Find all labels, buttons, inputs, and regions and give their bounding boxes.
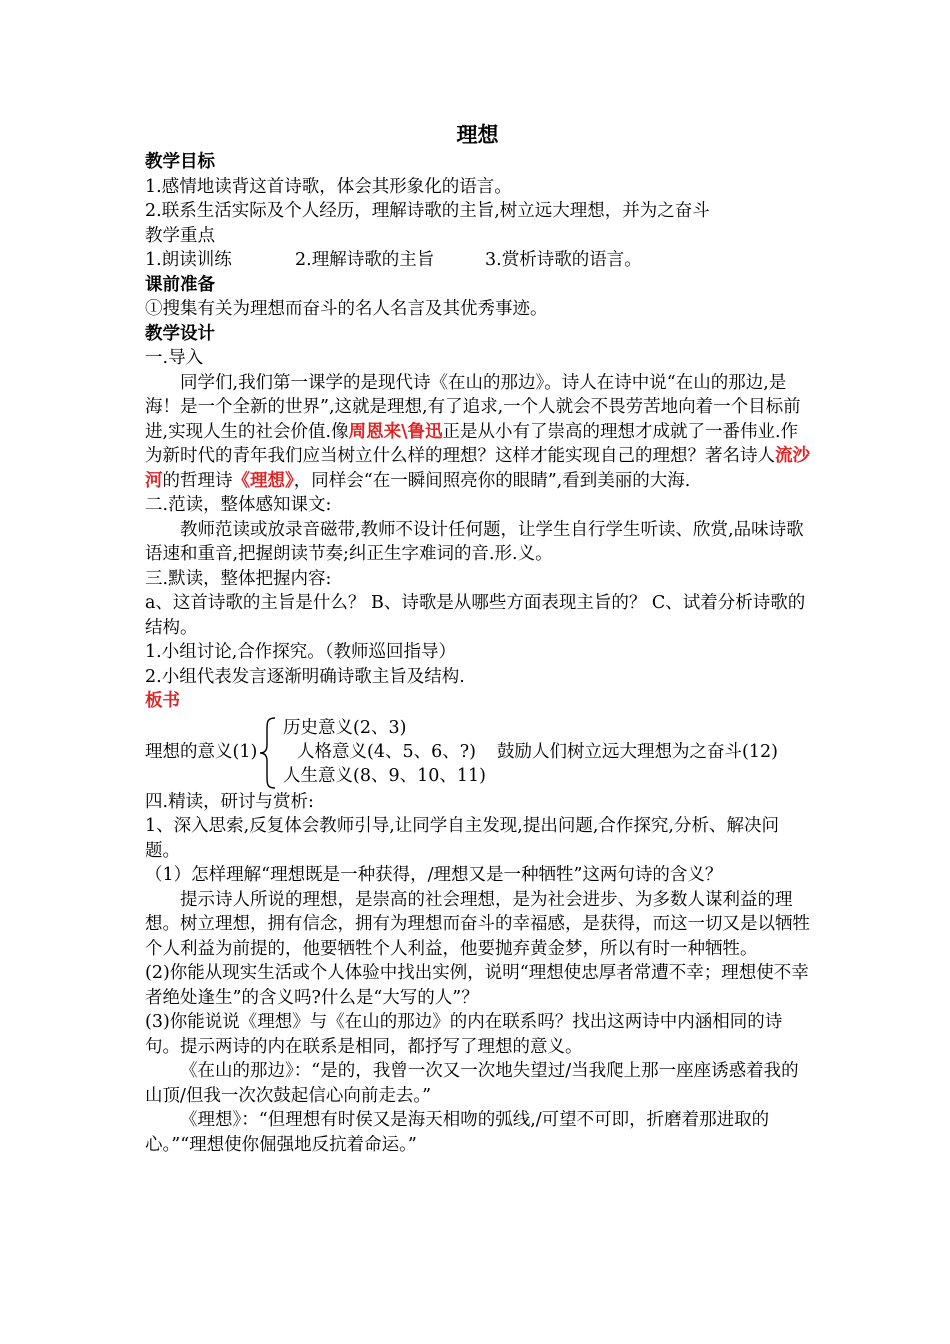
step-item: 2.小组代表发言逐渐明确诗歌主旨及结构.	[145, 666, 465, 687]
step-questions: a、这首诗歌的主旨是什么？ B、诗歌是从哪些方面表现主旨的？ C、试着分析诗歌的结构。	[145, 593, 806, 638]
focus-item: 3.赏析诗歌的语言。	[485, 250, 642, 270]
highlight-poet: 流沙河	[145, 446, 810, 491]
document-body	[145, 120, 810, 1157]
intro-text: 的哲理诗	[162, 470, 233, 491]
intro-text: ，同样会“在一瞬间照亮你的眼睛”,看到美丽的大海.	[293, 470, 691, 491]
prep-item: ①搜集有关为理想而奋斗的名人名言及其优秀事迹。	[145, 299, 548, 319]
highlight-names: 周恩来\鲁迅	[348, 421, 443, 442]
step-heading: 二.范读，整体感知课文:	[145, 495, 332, 515]
focus-item: 2.理解诗歌的主旨	[295, 250, 435, 270]
focus-list	[145, 248, 810, 273]
quote-paragraph: 《理想》：“但理想有时侯又是海天相吻的弧线,/可望不可即，折磨着那进取的心。”“理想使你倔强地反抗着命运。”	[145, 1110, 770, 1155]
answer-paragraph: 提示诗人所说的理想，是崇高的社会理想，是为社会进步、为多数人谋利益的理想。树立理想，拥有信念，拥有为理想而奋斗的幸福感，是获得，而这一切又是以牺牲个人利益为前提的，他要牺牲个人利益，他要抛弃黄金梦，所以有时一种牺牲。	[145, 889, 810, 959]
step-heading: 四.精读，研讨与赏析:	[145, 791, 314, 812]
goal-item: 1.感情地读背这首诗歌，体会其形象化的语言。	[145, 176, 512, 197]
question-item: (2)你能从现实生活或个人体验中找出实例，说明“理想使忠厚者常遭不幸；理想使不幸者绝处逢生”的含义吗?什么是“大写的人”？	[145, 963, 809, 1008]
brace-icon	[259, 716, 277, 790]
intro-paragraph	[145, 371, 810, 494]
board-summary: 鼓励人们树立远大理想为之奋斗(12)	[497, 741, 778, 762]
goals-heading: 教学目标	[145, 152, 215, 172]
intro-text: 同学们,我们第一课学的是现代诗《在山的那边》。诗人在诗中说“在山的那边,是海！是一个全新的世界”,这就是理想,有了追求,一个人就会不畏劳苦地向着一个目标前进,实现人生的社会价值.像	[145, 372, 801, 442]
highlight-poem: 《理想》	[232, 470, 294, 491]
board-item: 人生意义(8、9、10、11)	[283, 765, 486, 786]
goal-item: 2.联系生活实际及个人经历，理解诗歌的主旨,树立远大理想，并为之奋斗	[145, 201, 710, 221]
step-paragraph: 教师范读或放录音磁带,教师不设计任何题，让学生自行学生听读、欣赏,品味诗歌语速和重音,把握朗读节奏;纠正生字难词的音.形.义。	[145, 519, 804, 564]
focus-heading: 教学重点	[145, 225, 215, 246]
page-title: 理想	[456, 123, 499, 147]
step-item: 1.小组讨论,合作探究。（教师巡回指导）	[145, 642, 457, 662]
quote-paragraph: 《在山的那边》：“是的，我曾一次又一次地失望过/当我爬上那一座座诱惑着我的山顶/但我一次次鼓起信心向前走去。”	[145, 1061, 799, 1106]
intro-text: 正是从小有了崇高的理想才成就了一番伟业.作为新时代的青年我们应当树立什么样的理想？这样才能实现自己的理想？著名诗人	[145, 421, 799, 466]
question-item: （1）怎样理解“理想既是一种获得，/理想又是一种牺牲”这两句诗的含义？	[145, 865, 723, 885]
board-item: 历史意义(2、3)	[283, 717, 407, 738]
board-heading: 板书	[145, 691, 180, 711]
board-label: 理想的意义(1)	[145, 741, 258, 762]
step-heading: 三.默读，整体把握内容:	[145, 568, 332, 589]
prep-heading: 课前准备	[145, 274, 215, 295]
step-item: 1、深入思索,反复体会教师引导,让同学自主发现,提出问题,合作探究,分析、解决问题。	[145, 816, 779, 861]
step-heading: 一.导入	[145, 348, 204, 368]
board-diagram	[145, 716, 810, 790]
design-heading: 教学设计	[145, 323, 215, 344]
question-item: (3)你能说说《理想》与《在山的那边》的内在联系吗？找出这两诗中内涵相同的诗句。提示两诗的内在联系是相同，都抒写了理想的意义。	[145, 1012, 783, 1057]
focus-item: 1.朗读训练	[145, 250, 232, 270]
board-item: 人格意义(4、5、6、?)	[297, 741, 476, 762]
